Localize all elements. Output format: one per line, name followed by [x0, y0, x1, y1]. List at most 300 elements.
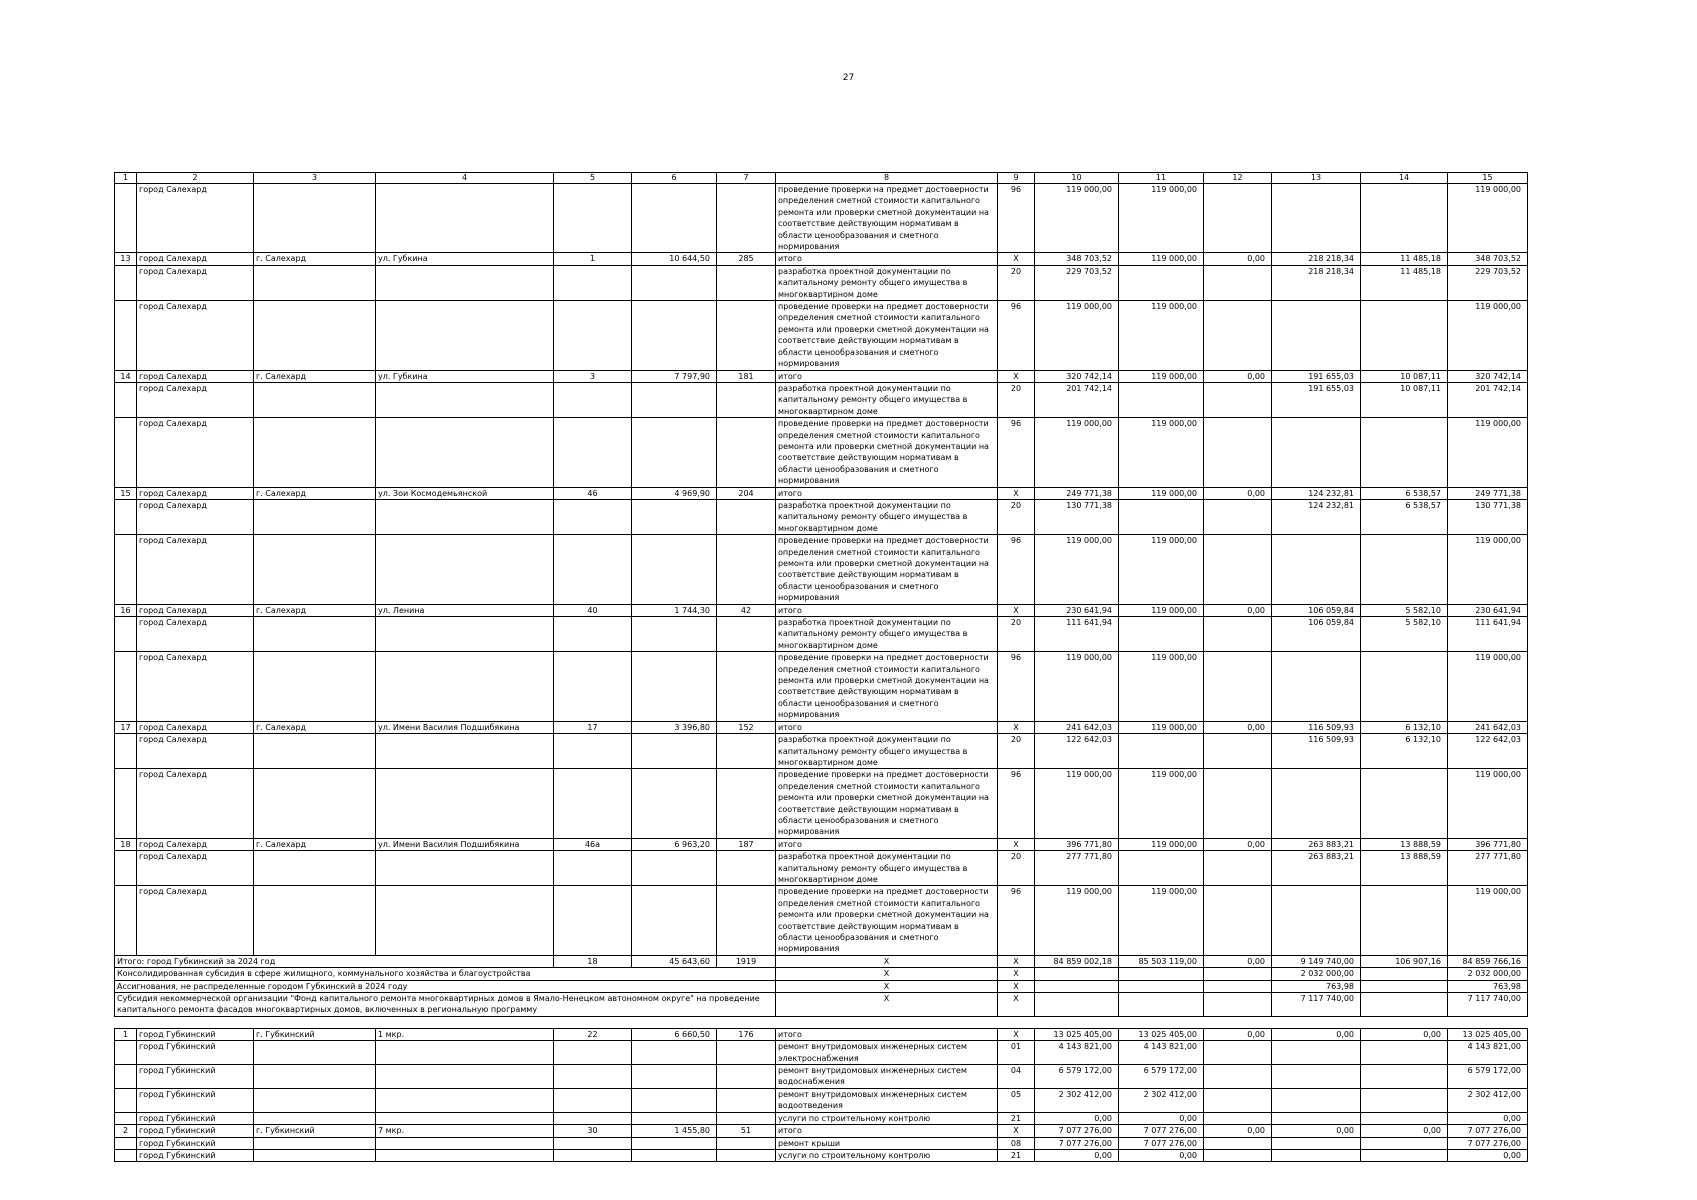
- cell-col-5: [554, 301, 632, 370]
- cell-col-9: 20: [998, 617, 1035, 652]
- summary-cell-col-11: [1119, 980, 1204, 992]
- total-cell-col-6: 45 643,60: [632, 955, 717, 967]
- table-row: [115, 535, 1528, 604]
- cell-col-6: [632, 1041, 717, 1065]
- cell-col-13: 106 059,84: [1272, 617, 1361, 652]
- cell-col-9: 21: [998, 1112, 1035, 1124]
- cell-col-3: [254, 1137, 376, 1149]
- cell-col-4: [376, 851, 554, 886]
- cell-col-4: [376, 1088, 554, 1112]
- cell-col-3: [254, 418, 376, 487]
- cell-col-13: [1272, 1065, 1361, 1089]
- summary-cell-col-8: Х: [776, 993, 998, 1017]
- table-row: [115, 734, 1528, 769]
- cell-col-14: 6 132,10: [1361, 734, 1448, 769]
- cell-col-15: 2 302 412,00: [1448, 1088, 1528, 1112]
- cell-col-6: [632, 617, 717, 652]
- cell-col-15: 241 642,03: [1448, 721, 1528, 733]
- cell-col-5: 22: [554, 1028, 632, 1040]
- cell-col-12: [1204, 1065, 1272, 1089]
- cell-col-7: [717, 535, 776, 604]
- cell-col-12: [1204, 265, 1272, 300]
- cell-col-1: [115, 769, 137, 838]
- cell-col-15: 119 000,00: [1448, 301, 1528, 370]
- table-row: [115, 370, 1528, 382]
- cell-col-1: [115, 851, 137, 886]
- cell-col-12: [1204, 734, 1272, 769]
- cell-col-6: [632, 301, 717, 370]
- cell-col-9: 96: [998, 652, 1035, 721]
- total-cell-col-10: 84 859 002,18: [1035, 955, 1119, 967]
- cell-col-5: [554, 851, 632, 886]
- table-row: [115, 487, 1528, 499]
- summary-label: Субсидия некоммерческой организации "Фонд капитального ремонта многоквартирных домов в Ямало-Ненецком автономном округе" на проведение капитального ремонта фасадов многоквартирных домов, включенных в региональную программу: [115, 993, 776, 1017]
- table-row: [115, 1065, 1528, 1089]
- cell-col-8: разработка проектной документации по капитальному ремонту общего имущества в многоквартирном доме: [776, 265, 998, 300]
- cell-col-1: [115, 1088, 137, 1112]
- cell-col-1: [115, 1149, 137, 1161]
- cell-col-8: услуги по строительному контролю: [776, 1149, 998, 1161]
- cell-col-3: [254, 734, 376, 769]
- cell-col-14: [1361, 769, 1448, 838]
- cell-col-10: 130 771,38: [1035, 499, 1119, 534]
- cell-col-5: [554, 382, 632, 417]
- cell-col-9: 20: [998, 265, 1035, 300]
- cell-col-14: 6 538,57: [1361, 487, 1448, 499]
- cell-col-14: [1361, 886, 1448, 955]
- cell-col-5: [554, 1149, 632, 1161]
- summary-label: Консолидированная субсидия в сфере жилищного, коммунального хозяйства и благоустройства: [115, 968, 776, 980]
- cell-col-8: разработка проектной документации по капитальному ремонту общего имущества в многоквартирном доме: [776, 382, 998, 417]
- cell-col-15: 396 771,80: [1448, 838, 1528, 850]
- table-row: [115, 1088, 1528, 1112]
- cell-col-7: 181: [717, 370, 776, 382]
- cell-col-4: [376, 184, 554, 253]
- column-number-header-row: [115, 173, 1528, 184]
- cell-col-7: [717, 886, 776, 955]
- total-cell-col-11: 85 503 119,00: [1119, 955, 1204, 967]
- cell-col-10: 119 000,00: [1035, 535, 1119, 604]
- cell-col-12: [1204, 184, 1272, 253]
- col-header: 12: [1204, 173, 1272, 184]
- cell-col-4: [376, 301, 554, 370]
- cell-col-11: 119 000,00: [1119, 418, 1204, 487]
- cell-col-12: 0,00: [1204, 253, 1272, 265]
- summary-cell-col-10: [1035, 993, 1119, 1017]
- cell-col-12: 0,00: [1204, 604, 1272, 616]
- cell-col-15: 320 742,14: [1448, 370, 1528, 382]
- cell-col-5: [554, 652, 632, 721]
- cell-col-13: 116 509,93: [1272, 721, 1361, 733]
- col-header: 2: [137, 173, 254, 184]
- cell-col-6: 7 797,90: [632, 370, 717, 382]
- cell-col-11: [1119, 499, 1204, 534]
- total-cell-col-15: 84 859 766,16: [1448, 955, 1528, 967]
- table-row: [115, 721, 1528, 733]
- cell-col-3: [254, 535, 376, 604]
- cell-col-14: 13 888,59: [1361, 838, 1448, 850]
- cell-col-10: 122 642,03: [1035, 734, 1119, 769]
- col-header: 15: [1448, 173, 1528, 184]
- cell-col-6: [632, 734, 717, 769]
- cell-col-12: [1204, 769, 1272, 838]
- cell-col-9: 96: [998, 535, 1035, 604]
- cell-col-2: город Салехард: [137, 851, 254, 886]
- cell-col-4: [376, 499, 554, 534]
- cell-col-9: 08: [998, 1137, 1035, 1149]
- cell-col-12: 0,00: [1204, 370, 1272, 382]
- cell-col-1: [115, 1112, 137, 1124]
- cell-col-5: 3: [554, 370, 632, 382]
- table-row: [115, 1125, 1528, 1137]
- cell-col-10: 111 641,94: [1035, 617, 1119, 652]
- cell-col-7: [717, 851, 776, 886]
- cell-col-2: город Салехард: [137, 184, 254, 253]
- cell-col-15: 249 771,38: [1448, 487, 1528, 499]
- cell-col-11: 119 000,00: [1119, 487, 1204, 499]
- cell-col-6: 6 660,50: [632, 1028, 717, 1040]
- cell-col-12: 0,00: [1204, 838, 1272, 850]
- cell-col-11: [1119, 734, 1204, 769]
- cell-col-11: 119 000,00: [1119, 370, 1204, 382]
- summary-cell-col-9: Х: [998, 968, 1035, 980]
- cell-col-7: 176: [717, 1028, 776, 1040]
- cell-col-11: 119 000,00: [1119, 721, 1204, 733]
- cell-col-2: город Губкинский: [137, 1065, 254, 1089]
- cell-col-8: итого: [776, 253, 998, 265]
- cell-col-8: проведение проверки на предмет достоверности определения сметной стоимости капитального ремонта или проверки сметной документации на соответствие действующим нормативам в области ценообразования и сметного нормирования: [776, 301, 998, 370]
- cell-col-11: 119 000,00: [1119, 604, 1204, 616]
- cell-col-4: ул. Губкина: [376, 370, 554, 382]
- cell-col-4: [376, 1112, 554, 1124]
- cell-col-14: 0,00: [1361, 1028, 1448, 1040]
- cell-col-12: [1204, 1041, 1272, 1065]
- summary-cell-col-14: [1361, 968, 1448, 980]
- cell-col-8: разработка проектной документации по капитальному ремонту общего имущества в многоквартирном доме: [776, 617, 998, 652]
- cell-col-14: 11 485,18: [1361, 253, 1448, 265]
- cell-col-4: ул. Ленина: [376, 604, 554, 616]
- cell-col-3: г. Салехард: [254, 487, 376, 499]
- cell-col-3: [254, 652, 376, 721]
- cell-col-6: 1 744,30: [632, 604, 717, 616]
- cell-col-9: 96: [998, 886, 1035, 955]
- cell-col-8: ремонт внутридомовых инженерных систем водоснабжения: [776, 1065, 998, 1089]
- summary-cell-col-14: [1361, 980, 1448, 992]
- cell-col-8: проведение проверки на предмет достоверности определения сметной стоимости капитального ремонта или проверки сметной документации на соответствие действующим нормативам в области ценообразования и сметного нормирования: [776, 418, 998, 487]
- cell-col-12: 0,00: [1204, 1028, 1272, 1040]
- cell-col-4: ул. Имени Василия Подшибякина: [376, 838, 554, 850]
- cell-col-3: [254, 1041, 376, 1065]
- cell-col-15: 6 579 172,00: [1448, 1065, 1528, 1089]
- cell-col-4: [376, 382, 554, 417]
- cell-col-4: [376, 617, 554, 652]
- cell-col-13: 116 509,93: [1272, 734, 1361, 769]
- cell-col-3: г. Салехард: [254, 604, 376, 616]
- cell-col-7: [717, 499, 776, 534]
- cell-col-8: проведение проверки на предмет достоверности определения сметной стоимости капитального ремонта или проверки сметной документации на соответствие действующим нормативам в области ценообразования и сметного нормирования: [776, 886, 998, 955]
- cell-col-15: 229 703,52: [1448, 265, 1528, 300]
- cell-col-9: Х: [998, 253, 1035, 265]
- cell-col-13: 0,00: [1272, 1125, 1361, 1137]
- cell-col-11: 119 000,00: [1119, 253, 1204, 265]
- cell-col-3: [254, 1088, 376, 1112]
- table-row: [115, 382, 1528, 417]
- cell-col-6: [632, 418, 717, 487]
- cell-col-6: [632, 1149, 717, 1161]
- cell-col-11: [1119, 382, 1204, 417]
- cell-col-1: 15: [115, 487, 137, 499]
- capital-repair-register-table: [114, 172, 1528, 1162]
- cell-col-10: 2 302 412,00: [1035, 1088, 1119, 1112]
- cell-col-2: город Салехард: [137, 370, 254, 382]
- cell-col-12: 0,00: [1204, 487, 1272, 499]
- summary-label: Ассигнования, не распределенные городом Губкинский в 2024 году: [115, 980, 776, 992]
- cell-col-3: [254, 886, 376, 955]
- spacer-row: [115, 1016, 1528, 1028]
- cell-col-2: город Губкинский: [137, 1125, 254, 1137]
- cell-col-3: г. Салехард: [254, 838, 376, 850]
- cell-col-9: 20: [998, 851, 1035, 886]
- cell-col-13: [1272, 1149, 1361, 1161]
- summary-cell-col-14: [1361, 993, 1448, 1017]
- cell-col-9: 20: [998, 499, 1035, 534]
- cell-col-8: итого: [776, 838, 998, 850]
- cell-col-12: [1204, 1149, 1272, 1161]
- cell-col-6: 1 455,80: [632, 1125, 717, 1137]
- total-cell-col-14: 106 907,16: [1361, 955, 1448, 967]
- cell-col-10: 4 143 821,00: [1035, 1041, 1119, 1065]
- cell-col-6: 4 969,90: [632, 487, 717, 499]
- cell-col-2: город Губкинский: [137, 1112, 254, 1124]
- col-header: 6: [632, 173, 717, 184]
- summary-cell-col-15: 2 032 000,00: [1448, 968, 1528, 980]
- cell-col-10: 229 703,52: [1035, 265, 1119, 300]
- cell-col-10: 7 077 276,00: [1035, 1137, 1119, 1149]
- cell-col-7: [717, 734, 776, 769]
- col-header: 11: [1119, 173, 1204, 184]
- cell-col-14: [1361, 301, 1448, 370]
- cell-col-1: 2: [115, 1125, 137, 1137]
- cell-col-4: [376, 1065, 554, 1089]
- cell-col-8: итого: [776, 721, 998, 733]
- cell-col-2: город Губкинский: [137, 1041, 254, 1065]
- cell-col-1: [115, 1065, 137, 1089]
- table-body: [115, 184, 1528, 1162]
- cell-col-15: 7 077 276,00: [1448, 1137, 1528, 1149]
- cell-col-3: г. Салехард: [254, 370, 376, 382]
- cell-col-11: [1119, 617, 1204, 652]
- cell-col-14: 0,00: [1361, 1125, 1448, 1137]
- summary-cell-col-11: [1119, 993, 1204, 1017]
- total-cell-col-5: 18: [554, 955, 632, 967]
- cell-col-5: [554, 769, 632, 838]
- cell-col-2: город Салехард: [137, 418, 254, 487]
- cell-col-7: [717, 1065, 776, 1089]
- cell-col-7: [717, 1088, 776, 1112]
- cell-col-14: 13 888,59: [1361, 851, 1448, 886]
- cell-col-3: [254, 1065, 376, 1089]
- cell-col-5: 1: [554, 253, 632, 265]
- table-row: [115, 617, 1528, 652]
- summary-cell-col-9: Х: [998, 980, 1035, 992]
- cell-col-1: [115, 886, 137, 955]
- summary-row: [115, 980, 1528, 992]
- cell-col-14: 10 087,11: [1361, 370, 1448, 382]
- cell-col-1: [115, 184, 137, 253]
- cell-col-11: 119 000,00: [1119, 652, 1204, 721]
- cell-col-2: город Салехард: [137, 721, 254, 733]
- cell-col-4: ул. Губкина: [376, 253, 554, 265]
- cell-col-2: город Салехард: [137, 499, 254, 534]
- cell-col-11: 2 302 412,00: [1119, 1088, 1204, 1112]
- table-row: [115, 1137, 1528, 1149]
- cell-col-2: город Салехард: [137, 382, 254, 417]
- cell-col-14: 6 132,10: [1361, 721, 1448, 733]
- cell-col-6: [632, 886, 717, 955]
- cell-col-9: 05: [998, 1088, 1035, 1112]
- cell-col-14: 6 538,57: [1361, 499, 1448, 534]
- cell-col-6: [632, 1112, 717, 1124]
- cell-col-3: [254, 499, 376, 534]
- table-row: [115, 886, 1528, 955]
- summary-cell-col-8: Х: [776, 980, 998, 992]
- cell-col-8: разработка проектной документации по капитальному ремонту общего имущества в многоквартирном доме: [776, 734, 998, 769]
- cell-col-14: 10 087,11: [1361, 382, 1448, 417]
- cell-col-4: [376, 265, 554, 300]
- cell-col-11: 119 000,00: [1119, 838, 1204, 850]
- cell-col-9: 96: [998, 301, 1035, 370]
- cell-col-3: г. Салехард: [254, 721, 376, 733]
- cell-col-11: 0,00: [1119, 1149, 1204, 1161]
- cell-col-14: [1361, 1112, 1448, 1124]
- page-number: 27: [842, 73, 855, 83]
- summary-cell-col-15: 7 117 740,00: [1448, 993, 1528, 1017]
- cell-col-8: проведение проверки на предмет достоверности определения сметной стоимости капитального ремонта или проверки сметной документации на соответствие действующим нормативам в области ценообразования и сметного нормирования: [776, 184, 998, 253]
- cell-col-12: [1204, 851, 1272, 886]
- cell-col-6: [632, 1137, 717, 1149]
- cell-col-9: 20: [998, 734, 1035, 769]
- cell-col-8: разработка проектной документации по капитальному ремонту общего имущества в многоквартирном доме: [776, 499, 998, 534]
- cell-col-10: 241 642,03: [1035, 721, 1119, 733]
- cell-col-12: [1204, 535, 1272, 604]
- cell-col-13: [1272, 769, 1361, 838]
- cell-col-14: [1361, 1088, 1448, 1112]
- summary-cell-col-15: 763,98: [1448, 980, 1528, 992]
- total-cell-col-8: Х: [776, 955, 998, 967]
- cell-col-5: [554, 1112, 632, 1124]
- cell-col-1: [115, 1041, 137, 1065]
- cell-col-11: 119 000,00: [1119, 301, 1204, 370]
- cell-col-13: [1272, 184, 1361, 253]
- cell-col-6: [632, 184, 717, 253]
- cell-col-7: [717, 1149, 776, 1161]
- spacer-cell: [115, 1016, 1528, 1028]
- summary-cell-col-10: [1035, 968, 1119, 980]
- cell-col-4: [376, 418, 554, 487]
- summary-cell-col-13: 7 117 740,00: [1272, 993, 1361, 1017]
- cell-col-11: 7 077 276,00: [1119, 1137, 1204, 1149]
- cell-col-12: [1204, 1137, 1272, 1149]
- summary-row: [115, 968, 1528, 980]
- summary-cell-col-12: [1204, 968, 1272, 980]
- cell-col-14: 11 485,18: [1361, 265, 1448, 300]
- cell-col-13: 263 883,21: [1272, 838, 1361, 850]
- cell-col-9: Х: [998, 370, 1035, 382]
- cell-col-2: город Салехард: [137, 487, 254, 499]
- cell-col-7: 51: [717, 1125, 776, 1137]
- cell-col-3: [254, 184, 376, 253]
- cell-col-10: 119 000,00: [1035, 418, 1119, 487]
- cell-col-5: [554, 1065, 632, 1089]
- cell-col-4: [376, 535, 554, 604]
- cell-col-5: [554, 184, 632, 253]
- table-row: [115, 499, 1528, 534]
- cell-col-13: [1272, 652, 1361, 721]
- cell-col-5: [554, 535, 632, 604]
- cell-col-1: 17: [115, 721, 137, 733]
- cell-col-13: [1272, 1041, 1361, 1065]
- cell-col-6: [632, 652, 717, 721]
- cell-col-7: 285: [717, 253, 776, 265]
- cell-col-8: итого: [776, 370, 998, 382]
- cell-col-14: [1361, 418, 1448, 487]
- cell-col-4: ул. Имени Василия Подшибякина: [376, 721, 554, 733]
- cell-col-6: [632, 265, 717, 300]
- cell-col-12: [1204, 418, 1272, 487]
- cell-col-9: Х: [998, 487, 1035, 499]
- summary-cell-col-8: Х: [776, 968, 998, 980]
- cell-col-5: [554, 1041, 632, 1065]
- cell-col-4: [376, 886, 554, 955]
- cell-col-10: 320 742,14: [1035, 370, 1119, 382]
- cell-col-11: 0,00: [1119, 1112, 1204, 1124]
- cell-col-10: 348 703,52: [1035, 253, 1119, 265]
- cell-col-15: 0,00: [1448, 1149, 1528, 1161]
- cell-col-9: Х: [998, 838, 1035, 850]
- cell-col-13: [1272, 418, 1361, 487]
- cell-col-2: город Салехард: [137, 734, 254, 769]
- cell-col-11: 13 025 405,00: [1119, 1028, 1204, 1040]
- cell-col-15: 119 000,00: [1448, 535, 1528, 604]
- cell-col-7: 42: [717, 604, 776, 616]
- cell-col-7: [717, 184, 776, 253]
- cell-col-10: 13 025 405,00: [1035, 1028, 1119, 1040]
- cell-col-14: [1361, 184, 1448, 253]
- table-row: [115, 851, 1528, 886]
- cell-col-15: 119 000,00: [1448, 418, 1528, 487]
- col-header: 9: [998, 173, 1035, 184]
- cell-col-1: 16: [115, 604, 137, 616]
- cell-col-6: [632, 851, 717, 886]
- cell-col-6: [632, 382, 717, 417]
- cell-col-15: 119 000,00: [1448, 886, 1528, 955]
- cell-col-6: 6 963,20: [632, 838, 717, 850]
- cell-col-3: [254, 301, 376, 370]
- total-label: Итого: город Губкинский за 2024 год: [115, 955, 554, 967]
- cell-col-9: 96: [998, 418, 1035, 487]
- table-row: [115, 418, 1528, 487]
- cell-col-15: 7 077 276,00: [1448, 1125, 1528, 1137]
- cell-col-12: [1204, 1088, 1272, 1112]
- cell-col-10: 396 771,80: [1035, 838, 1119, 850]
- cell-col-11: 119 000,00: [1119, 886, 1204, 955]
- summary-cell-col-12: [1204, 980, 1272, 992]
- cell-col-13: [1272, 1088, 1361, 1112]
- cell-col-4: [376, 1041, 554, 1065]
- cell-col-4: 7 мкр.: [376, 1125, 554, 1137]
- cell-col-2: город Салехард: [137, 769, 254, 838]
- cell-col-3: [254, 1149, 376, 1161]
